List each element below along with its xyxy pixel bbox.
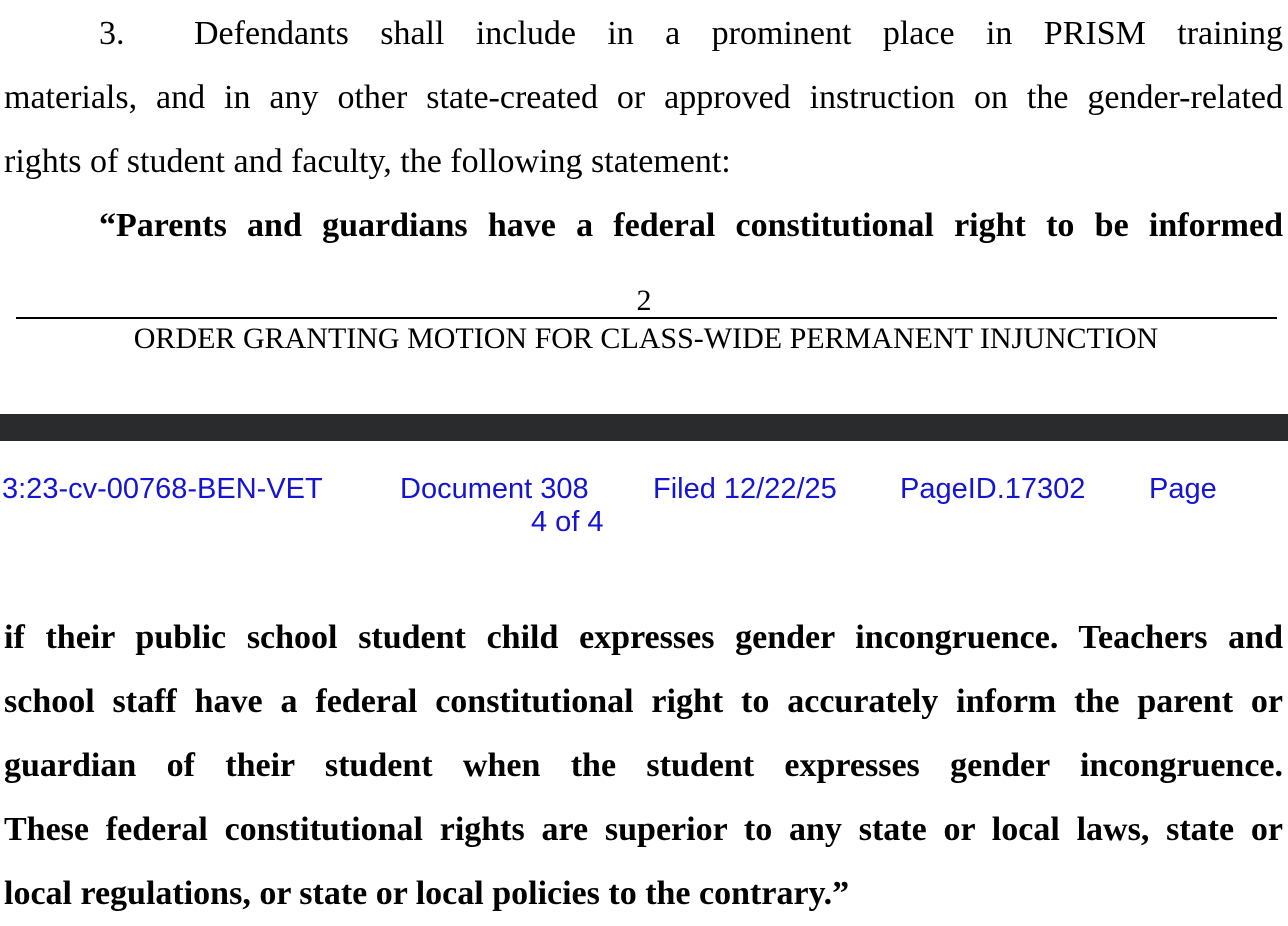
page-break-bar bbox=[0, 414, 1288, 441]
document-number: Document 308 bbox=[400, 473, 589, 505]
paragraph-3 bbox=[4, 2, 1283, 194]
paragraph-line-text: Defendants shall include in a prominent place in PRISM training bbox=[194, 15, 1283, 52]
page-of-count: 4 of 4 bbox=[531, 506, 604, 538]
footer-title: ORDER GRANTING MOTION FOR CLASS-WIDE PERMANENT INJUNCTION bbox=[133, 322, 1159, 355]
page-label: Page bbox=[1149, 473, 1217, 505]
document-page-top bbox=[0, 0, 1288, 414]
page-id: PageID.17302 bbox=[900, 473, 1086, 505]
quote-continuation bbox=[4, 606, 1283, 926]
filed-date: Filed 12/22/25 bbox=[653, 473, 837, 505]
quote-line: local regulations, or state or local policies to the contrary.” bbox=[4, 875, 850, 912]
quote-line: if their public school student child expresses gender incongruence. Teachers and bbox=[4, 619, 1283, 656]
quote-line: guardian of their student when the student expresses gender incongruence. bbox=[4, 747, 1283, 784]
quote-first-line: “Parents and guardians have a federal constitutional right to be informed bbox=[99, 207, 1283, 244]
quote-line: school staff have a federal constitutional right to accurately inform the parent or bbox=[4, 683, 1283, 720]
paragraph-line: materials, and in any other state-created or approved instruction on the gender-related bbox=[4, 79, 1283, 116]
paragraph-number: 3. bbox=[99, 15, 125, 52]
case-number: 3:23-cv-00768-BEN-VET bbox=[2, 473, 323, 505]
footer-divider bbox=[16, 317, 1277, 319]
page-number: 2 bbox=[636, 284, 652, 317]
paragraph-line bbox=[4, 2, 1283, 66]
quote-line: These federal constitutional rights are superior to any state or local laws, state or bbox=[4, 811, 1283, 848]
paragraph-line: rights of student and faculty, the following statement: bbox=[4, 143, 731, 180]
